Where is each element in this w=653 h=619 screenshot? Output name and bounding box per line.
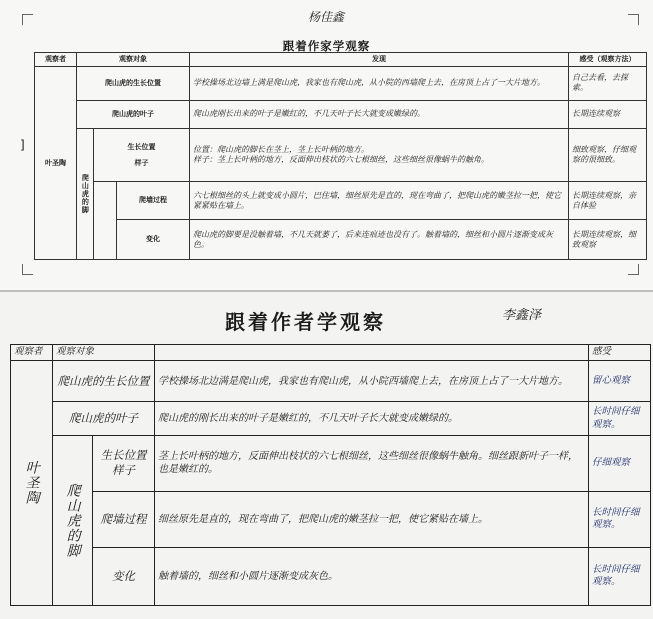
object-cell: 爬山虎的生长位置: [53, 360, 155, 402]
worksheet-top: [0, 0, 653, 290]
found-cell: 爬山虎的脚要是没触着墙，不几天就萎了，后来连痕迹也没有了。触着墙的，细丝和小圆片逐渐变成灰色。: [190, 220, 569, 260]
table-row: [35, 67, 647, 100]
object-cell: 爬墙过程: [93, 491, 155, 547]
crop-mark: [22, 264, 33, 275]
table-header-row: [35, 53, 647, 67]
feeling-cell: 长时间仔细观察。: [589, 491, 651, 547]
header-found: 发现: [190, 53, 569, 67]
feeling-cell: 自己去看，去探索。: [569, 67, 647, 100]
found-cell: 六七根细丝的头上就变成小圆片，巴住墙，细丝原先是直的，现在弯曲了，把爬山虎的嫩茎拉一把，使它紧紧贴在墙上。: [190, 182, 569, 220]
table-row: [11, 435, 651, 491]
group-label: 爬山虎的脚: [81, 174, 90, 215]
header-object: 观察对象: [77, 53, 190, 67]
feeling-cell: 长期连续观察，细致观察: [569, 220, 647, 260]
header-object: 观察对象: [53, 345, 155, 361]
feeling-cell: 细致观察，仔细观察的很细致。: [569, 129, 647, 182]
object-sublabel: 样子: [112, 463, 135, 478]
feeling-cell: 长时间仔细观察。: [589, 402, 651, 435]
feeling-cell: 长期连续观察，亲自体验: [569, 182, 647, 220]
found-line: 位置：爬山虎的脚长在茎上，茎上长叶柄的地方。: [193, 145, 370, 155]
object-cell: [94, 129, 190, 182]
observer-cell: 叶圣陶: [35, 67, 77, 260]
object-sublabel: 样子: [134, 159, 149, 168]
table-row: [11, 491, 651, 547]
blank-cell: [94, 182, 117, 260]
object-cell: 爬山虎的叶子: [53, 402, 155, 435]
author-name: 李鑫泽: [502, 308, 542, 323]
feeling-cell: 长期连续观察: [569, 100, 647, 129]
found-cell: 细丝原先是直的，现在弯曲了，把爬山虎的嫩茎拉一把，使它紧贴在墙上。: [155, 491, 589, 547]
observation-table: [10, 344, 651, 606]
author-name: 杨佳鑫: [308, 10, 345, 24]
group-label-cell: [53, 435, 93, 605]
table-row: [11, 402, 651, 435]
observer-name: 叶圣陶: [23, 460, 40, 506]
feeling-cell: 长时间仔细观察。: [589, 547, 651, 605]
observation-table: [34, 52, 647, 260]
table-row: [35, 220, 647, 260]
group-label: 爬山虎的脚: [64, 482, 81, 558]
header-observer: 观察者: [11, 345, 53, 361]
header-feeling: 感受: [589, 345, 651, 361]
header-feeling: 感受（观察方法）: [569, 53, 647, 67]
worksheet-bottom: [0, 290, 653, 619]
object-cell: 变化: [93, 547, 155, 605]
crop-mark: [22, 14, 33, 25]
feeling-cell: 仔细观察: [589, 435, 651, 491]
margin-mark: ]: [20, 138, 25, 152]
object-label: 生长位置: [100, 448, 147, 463]
header-observer: 观察者: [35, 53, 77, 67]
object-cell: [93, 435, 155, 491]
feeling-cell: 留心观察: [589, 360, 651, 402]
object-cell: 爬墙过程: [117, 182, 190, 220]
crop-mark: [628, 14, 639, 25]
found-cell: 爬山虎的刚长出来的叶子是嫩红的，不几天叶子长大就变成嫩绿的。: [155, 402, 589, 435]
table-row: [11, 360, 651, 402]
found-line: 样子：茎上长叶柄的地方，反面伸出枝状的六七根细丝，这些细丝很像蜗牛的触角。: [193, 155, 490, 165]
table-row: [35, 100, 647, 129]
object-cell: 变化: [117, 220, 190, 260]
header-found: [155, 345, 589, 361]
found-cell: [190, 129, 569, 182]
table-header-row: [11, 345, 651, 361]
observer-cell: [11, 360, 53, 605]
worksheet-title: 跟着作家学观察: [282, 39, 371, 53]
object-cell: 爬山虎的叶子: [77, 100, 190, 129]
found-cell: 触着墙的，细丝和小圆片逐渐变成灰色。: [155, 547, 589, 605]
found-cell: 茎上长叶柄的地方，反面伸出枝状的六七根细丝，这些细丝很像蜗牛触角。细丝跟新叶子一样，也是嫩红的。: [155, 435, 589, 491]
object-label: 生长位置: [127, 142, 156, 151]
group-label-cell: [77, 129, 94, 260]
object-cell: 爬山虎的生长位置: [77, 67, 190, 100]
crop-mark: [628, 264, 639, 275]
table-row: [35, 182, 647, 220]
table-row: [11, 547, 651, 605]
found-cell: 学校操场北边满是爬山虎，我家也有爬山虎，从小院西墙爬上去，在房顶上占了一大片地方。: [155, 360, 589, 402]
found-cell: 爬山虎刚长出来的叶子是嫩红的，不几天叶子长大就变成嫩绿的。: [190, 100, 569, 129]
found-cell: 学校操场北边墙上满是爬山虎，我家也有爬山虎，从小院的西墙爬上去，在房顶上占了一大片地方。: [190, 67, 569, 100]
table-row: [35, 129, 647, 182]
worksheet-title: 跟着作者学观察: [225, 310, 386, 334]
